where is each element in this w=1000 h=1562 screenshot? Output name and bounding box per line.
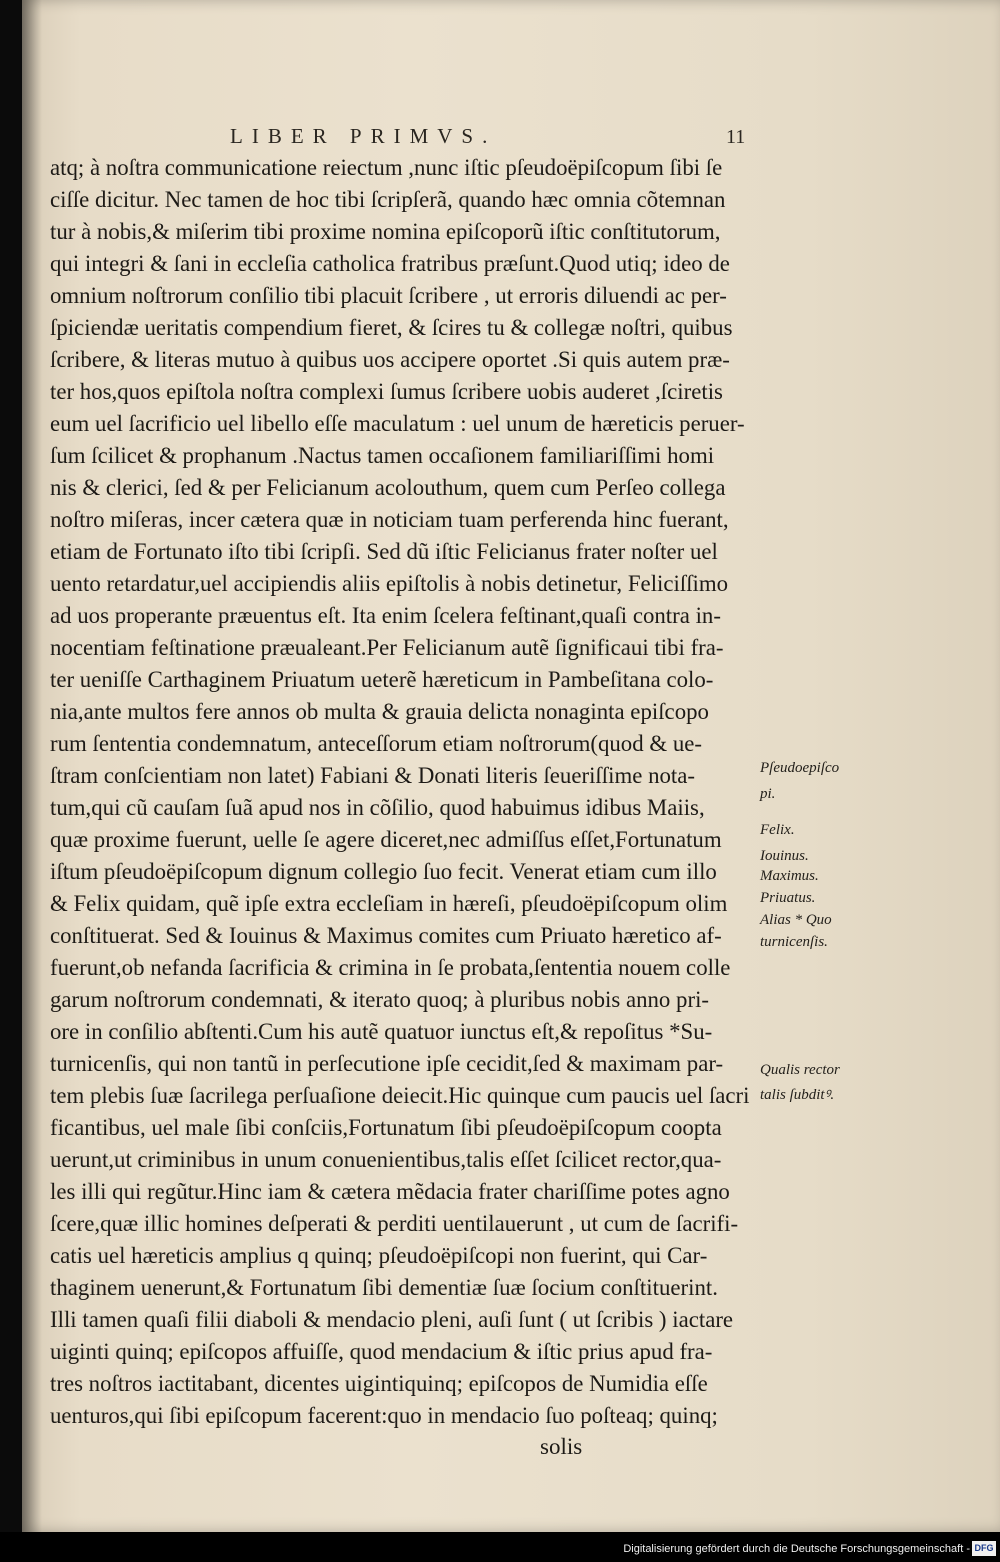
text-line: uento retardatur,uel accipiendis aliis epiſtolis à nobis detinetur, Feliciſſimo: [50, 571, 729, 596]
text-line: Illi tamen quaſi filii diaboli & mendacio pleni, auſi ſunt ( ut ſcribis ) iactare: [50, 1307, 734, 1332]
margin-note: turnicenſis.: [760, 934, 828, 950]
margin-note: talis ſubditꝰ.: [760, 1087, 835, 1103]
text-line: nia,ante multos fere annos ob multa & grauia delicta nonaginta epiſcopo: [50, 699, 709, 724]
text-line: qui integri & ſani in eccleſia catholica fratribus præſunt.Quod utiq; ideo de: [50, 251, 730, 276]
margin-note: Alias * Quo: [760, 912, 832, 928]
text-line: noſtro miſeras, incer cætera quæ in noticiam tuam perferenda hinc fuerant,: [50, 507, 729, 532]
margin-note: Felix.: [760, 822, 795, 838]
text-line: tem plebis ſuæ ſacrilega perſuaſione deiecit.Hic quinque cum paucis uel ſacri: [50, 1083, 750, 1108]
text-line: fuerunt,ob nefanda ſacrificia & crimina in ſe probata,ſententia nouem colle: [50, 955, 731, 980]
text-line: tum,qui cũ cauſam ſuã apud nos in cõſilio, quod habuimus idibus Maiis,: [50, 795, 705, 820]
text-line: ſpiciendæ ueritatis compendium fieret, & ſcires tu & collegæ noſtri, quibus: [50, 315, 733, 340]
text-line: iſtum pſeudoëpiſcopum dignum collegio ſuo fecit. Venerat etiam cum illo: [50, 859, 717, 884]
text-line: uiginti quinq; epiſcopos affuiſſe, quod mendacium & iſtic prius apud fra-: [50, 1339, 713, 1364]
text-line: nocentiam feſtinatione præualeant.Per Felicianum autẽ ſignificaui tibi fra-: [50, 635, 724, 660]
body-text: [50, 152, 760, 1432]
text-line: thaginem uenerunt,& Fortunatum ſibi dementiæ ſuæ ſocium conſtituerint.: [50, 1275, 718, 1300]
text-line: uenturos,qui ſibi epiſcopum facerent:quo in mendacio ſuo poſteaq; quinq;: [50, 1403, 718, 1428]
text-line: ficantibus, uel male ſibi conſciis,Fortunatum ſibi pſeudoëpiſcopum coopta: [50, 1115, 722, 1140]
text-line: turnicenſis, qui non tantũ in perſecutione ipſe cecidit,ſed & maximam par-: [50, 1051, 724, 1076]
text-line: tres noſtros iactitabant, dicentes uigintiquinq; epiſcopos de Numidia eſſe: [50, 1371, 708, 1396]
text-line: conſtituerat. Sed & Iouinus & Maximus comites cum Priuato hæretico af-: [50, 923, 722, 948]
footer-credit: Digitalisierung gefördert durch die Deutsche Forschungsgemeinschaft -: [623, 1543, 970, 1555]
margin-note: Priuatus.: [760, 890, 816, 906]
text-line: ter hos,quos epiſtola noſtra complexi ſumus ſcribere uobis auderet ,ſciretis: [50, 379, 723, 404]
text-line: ſcere,quæ illic homines deſperati & perditi uentilauerunt , ut cum de ſacrifi-: [50, 1211, 739, 1236]
catchword: solis: [540, 1434, 583, 1459]
text-line: quæ proxime fuerunt, uelle ſe agere diceret,nec admiſſus eſſet,Fortunatum: [50, 827, 722, 852]
margin-note: pi.: [760, 786, 776, 802]
text-line: ore in conſilio abſtenti.Cum his autẽ quatuor iunctus eſt,& repoſitus *Su-: [50, 1019, 713, 1044]
folio-number: 11: [726, 126, 746, 148]
margin-note: Pſeudoepiſco: [760, 760, 840, 776]
page-gutter-shadow: [22, 0, 42, 1532]
text-line: tur à nobis,& miſerim tibi proxime nomina epiſcoporũ iſtic conſtitutorum,: [50, 219, 721, 244]
text-line: ſum ſcilicet & prophanum .Nactus tamen occaſionem familiariſſimi homi: [50, 443, 715, 468]
text-line: eum uel ſacrificio uel libello eſſe maculatum : uel unum de hæreticis peruer-: [50, 411, 745, 436]
text-line: ciſſe dicitur. Nec tamen de hoc tibi ſcripſerã, quando hæc omnia cõtemnan: [50, 187, 726, 212]
margin-note: Maximus.: [760, 868, 819, 884]
margin-note: Qualis rector: [760, 1062, 840, 1078]
text-line: nis & clerici, ſed & per Felicianum acolouthum, quem cum Perſeo collega: [50, 475, 726, 500]
text-line: atq; à noſtra communicatione reiectum ,nunc iſtic pſeudoëpiſcopum ſibi ſe: [50, 155, 723, 180]
text-line: etiam de Fortunato iſto tibi ſcripſi. Sed dũ iſtic Felicianus frater noſter uel: [50, 539, 718, 564]
text-line: rum ſententia condemnatum, anteceſſorum etiam noſtrorum(quod & ue-: [50, 731, 702, 756]
text-line: ad uos properante præuentus eſt. Ita enim ſcelera feſtinant,quaſi contra in-: [50, 603, 721, 628]
text-line: ſcribere, & literas mutuo à quibus uos accipere oportet .Si quis autem præ-: [50, 347, 730, 372]
text-line: ter ueniſſe Carthaginem Priuatum ueterẽ hæreticum in Pambeſitana colo-: [50, 667, 714, 692]
text-line: uerunt,ut criminibus in unum conuenientibus,talis eſſet ſcilicet rector,qua-: [50, 1147, 722, 1172]
text-line: ſtram conſcientiam non latet) Fabiani & Donati literis ſeueriſſime nota-: [50, 763, 696, 788]
text-line: catis uel hæreticis amplius q quinq; pſeudoëpiſcopi non fuerint, qui Car-: [50, 1243, 708, 1268]
text-line: garum noſtrorum condemnati, & iterato quoq; à pluribus nobis anno pri-: [50, 987, 710, 1012]
margin-note: Iouinus.: [760, 848, 809, 864]
running-head: LIBER PRIMVS.: [230, 124, 497, 148]
text-line: les illi qui regũtur.Hinc iam & cætera mẽdacia frater chariſſime potes agno: [50, 1179, 730, 1204]
dfg-logo-icon: DFG: [972, 1541, 996, 1556]
text-line: omnium noſtrorum conſilio tibi placuit ſcribere , ut erroris diluendi ac per-: [50, 283, 727, 308]
text-line: & Felix quidam, quẽ ipſe extra eccleſiam in hæreſi, pſeudoëpiſcopum olim: [50, 891, 728, 916]
